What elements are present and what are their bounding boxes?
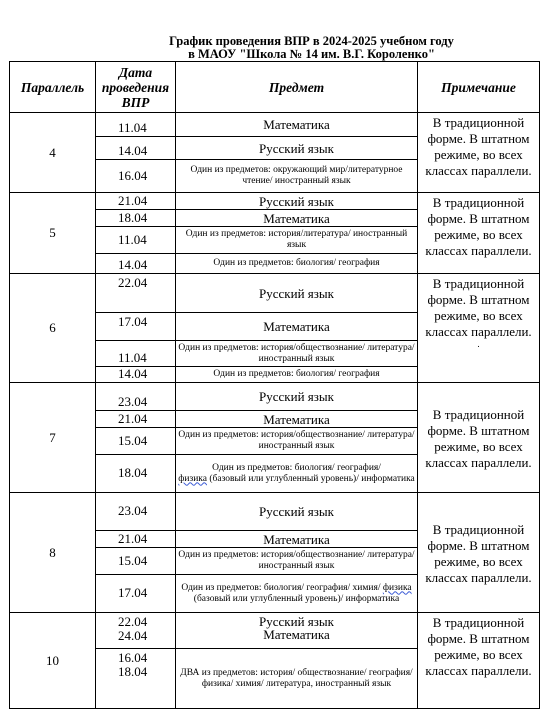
header-date: Дата проведения ВПР	[96, 62, 176, 113]
date-cell: 21.04	[96, 411, 176, 428]
subject-cell: Один из предметов: биология/ география	[176, 254, 418, 274]
subject-cell: Математика	[176, 411, 418, 428]
header-row	[10, 62, 540, 113]
date-cell: 16.04	[96, 160, 176, 193]
subject-underlined: физика	[382, 582, 412, 593]
subject-cell: Один из предметов: история/обществознание/ литература/ иностранный язык	[176, 341, 418, 367]
subject-cell: Русский язык	[176, 193, 418, 210]
date-cell: 22.04	[96, 274, 176, 313]
subject-part: (базовый или углубленный уровень)/ информатика	[207, 473, 415, 484]
subject-cell: Один из предметов: история/обществознание/ литература/ иностранный язык	[176, 428, 418, 455]
note-cell: В традиционной форме. В штатном режиме, во всех классах параллели.	[418, 493, 540, 613]
table-row	[10, 613, 540, 649]
subject-cell: Один из предметов: окружающий мир/литературное чтение/ иностранный язык	[176, 160, 418, 193]
header-parallel: Параллель	[10, 62, 96, 113]
note-cell: В традиционной форме. В штатном режиме, во всех классах параллели.	[418, 113, 540, 193]
subject-part: Математика	[263, 627, 330, 642]
header-subject: Предмет	[176, 62, 418, 113]
subject-cell: Один из предметов: история/обществознание/ литература/ иностранный язык	[176, 548, 418, 575]
subject-cell	[176, 613, 418, 649]
date-value: 22.04	[118, 614, 148, 629]
subject-cell	[176, 575, 418, 613]
date-value: 16.04	[118, 650, 148, 665]
subject-cell: Математика	[176, 210, 418, 227]
subject-cell: Русский язык	[176, 274, 418, 313]
date-cell: 17.04	[96, 575, 176, 613]
date-cell: 15.04	[96, 548, 176, 575]
date-cell: 21.04	[96, 193, 176, 210]
subject-cell	[176, 455, 418, 493]
parallel-cell: 10	[10, 613, 96, 709]
table-row	[10, 383, 540, 411]
subject-cell: Русский язык	[176, 383, 418, 411]
parallel-cell: 4	[10, 113, 96, 193]
date-cell: 18.04	[96, 210, 176, 227]
title-line-1: График проведения ВПР в 2024-2025 учебном году	[169, 34, 454, 48]
note-dot: .	[477, 339, 480, 349]
note-cell	[418, 274, 540, 383]
header-note: Примечание	[418, 62, 540, 113]
title-line-2: в МАОУ "Школа № 14 им. В.Г. Короленко"	[188, 47, 435, 61]
parallel-cell: 5	[10, 193, 96, 274]
note-cell: В традиционной форме. В штатном режиме, во всех классах параллели.	[418, 613, 540, 709]
subject-cell: Один из предметов: биология/ география	[176, 367, 418, 383]
subject-part: Русский язык	[259, 614, 334, 629]
table-row	[10, 193, 540, 210]
date-cell: 11.04	[96, 227, 176, 254]
date-cell	[96, 649, 176, 709]
date-cell: 11.04	[96, 341, 176, 367]
date-cell: 14.04	[96, 137, 176, 160]
subject-cell: Русский язык	[176, 137, 418, 160]
table-row	[10, 274, 540, 313]
subject-underlined: физика	[178, 473, 207, 484]
date-cell: 14.04	[96, 254, 176, 274]
subject-part: Один из предметов: биология/ география/	[212, 462, 381, 473]
subject-cell: Один из предметов: история/литература/ иностранный язык	[176, 227, 418, 254]
subject-part: Один из предметов: биология/ география/ химия/	[181, 582, 381, 593]
subject-cell: Русский язык	[176, 493, 418, 531]
subject-cell: Математика	[176, 531, 418, 548]
subject-part: (базовый или углубленный уровень)/ информатика	[193, 593, 400, 604]
parallel-cell: 6	[10, 274, 96, 383]
parallel-cell: 7	[10, 383, 96, 493]
date-value: 18.04	[118, 664, 148, 679]
document-title	[0, 35, 545, 61]
date-cell: 18.04	[96, 455, 176, 493]
note-cell: В традиционной форме. В штатном режиме, во всех классах параллели.	[418, 383, 540, 493]
date-cell: 14.04	[96, 367, 176, 383]
subject-cell: Математика	[176, 313, 418, 341]
table-row	[10, 113, 540, 137]
date-cell: 11.04	[96, 113, 176, 137]
date-cell: 21.04	[96, 531, 176, 548]
date-cell	[96, 613, 176, 649]
parallel-cell: 8	[10, 493, 96, 613]
table-row	[10, 493, 540, 531]
date-cell: 23.04	[96, 383, 176, 411]
date-cell: 23.04	[96, 493, 176, 531]
date-cell: 15.04	[96, 428, 176, 455]
schedule-table	[9, 61, 540, 709]
subject-cell: ДВА из предметов: история/ обществознание/ география/ физика/ химия/ литература, иностранный язык	[176, 649, 418, 709]
subject-cell: Математика	[176, 113, 418, 137]
date-value: 24.04	[118, 628, 148, 643]
note-text: В традиционной форме. В штатном режиме, во всех классах параллели.	[425, 276, 532, 339]
note-cell: В традиционной форме. В штатном режиме, во всех классах параллели.	[418, 193, 540, 274]
date-cell: 17.04	[96, 313, 176, 341]
